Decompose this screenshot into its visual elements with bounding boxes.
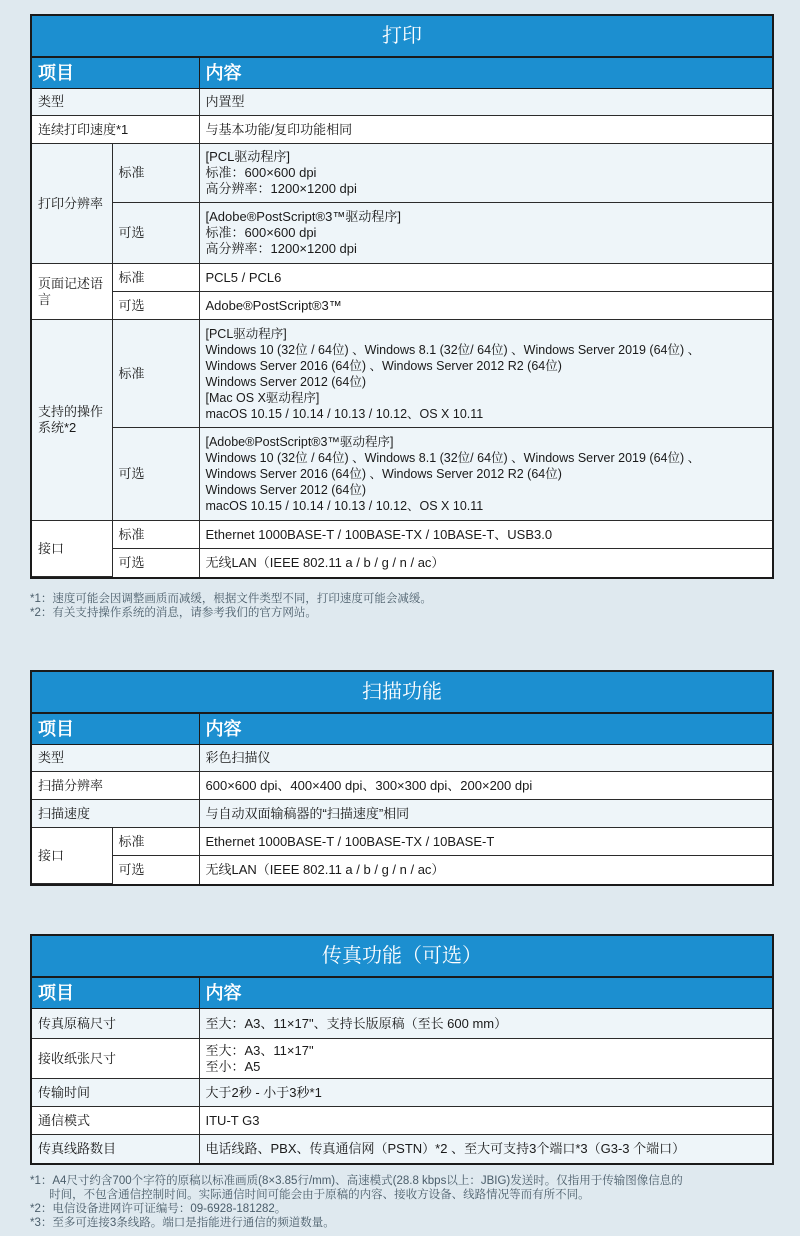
row-label: 传真线路数目 [32, 1135, 199, 1163]
row-label: 类型 [32, 89, 199, 116]
row-value: 彩色扫描仪 [199, 745, 772, 772]
scan-panel [30, 670, 774, 886]
line: Windows Server 2012 (64位) [205, 483, 366, 497]
fax-notes [30, 1174, 780, 1230]
fax-panel [30, 934, 774, 1165]
table-row [32, 292, 772, 320]
row-label: 类型 [32, 745, 199, 772]
sub-label: 可选 [112, 428, 199, 521]
table-row [32, 428, 772, 521]
table-row [32, 549, 772, 577]
row-value: Adobe®PostScript®3™ [199, 292, 772, 320]
row-value: 与自动双面输稿器的“扫描速度”相同 [199, 800, 772, 828]
sub-label: 标准 [112, 320, 199, 428]
line: Windows Server 2012 (64位) [205, 374, 366, 389]
row-value: 电话线路、PBX、传真通信网（PSTN）*2 、至大可支持3个端口*3（G3-3 个端口） [199, 1135, 772, 1163]
row-value: 无线LAN（IEEE 802.11 a / b / g / n / ac） [199, 856, 772, 884]
row-value: Ethernet 1000BASE-T / 100BASE-TX / 10BASE-T、USB3.0 [199, 521, 772, 549]
row-value [199, 203, 772, 264]
line: Windows Server 2016 (64位) 、Windows Server 2012 R2 (64位) [205, 358, 562, 373]
line: 至小：A5 [205, 1058, 261, 1074]
fax-panel-title: 传真功能（可选） [32, 936, 772, 978]
footnote: *1：速度可能会因调整画质而减缓，根据文件类型不同，打印速度可能会减缓。 [30, 593, 432, 605]
row-value [199, 1039, 772, 1079]
print-spec-table [32, 58, 772, 577]
line: Windows Server 2016 (64位) 、Windows Server 2012 R2 (64位) [205, 467, 562, 481]
row-label: 传输时间 [32, 1079, 199, 1107]
row-label: 扫描速度 [32, 800, 199, 828]
row-label: 传真原稿尺寸 [32, 1009, 199, 1039]
table-row [32, 89, 772, 116]
table-row [32, 1079, 772, 1107]
line: [PCL驱动程序] [205, 326, 287, 341]
row-value: 600×600 dpi、400×400 dpi、300×300 dpi、200×200 dpi [199, 772, 772, 800]
footnote: *1：A4尺寸约含700个字符的原稿以标准画质(8×3.85行/mm)、高速模式(28.8 kbps以上：JBIG)发送时。仅指用于传输图像信息的 [30, 1175, 683, 1187]
footnote: 时间，不包含通信控制时间。实际通信时间可能会由于原稿的内容、接收方设备、线路情况等而有所不同。 [30, 1189, 590, 1201]
header-item: 项目 [32, 714, 199, 745]
sub-label: 标准 [112, 521, 199, 549]
fax-spec-table [32, 978, 772, 1163]
table-header-row [32, 714, 772, 745]
line: Windows 10 (32位 / 64位) 、Windows 8.1 (32位/ 64位) 、Windows Server 2019 (64位) 、 [205, 342, 701, 357]
scan-panel-title: 扫描功能 [32, 672, 772, 714]
header-item: 项目 [32, 978, 199, 1009]
row-value: 至大：A3、11×17"、支持长版原稿（至长 600 mm） [199, 1009, 772, 1039]
line: 至大：A3、11×17" [205, 1042, 314, 1058]
line: 标准：600×600 dpi [205, 225, 317, 240]
sub-label: 可选 [112, 549, 199, 577]
footnote: *2：电信设备进网许可证编号：09-6928-181282。 [30, 1203, 287, 1215]
footnote: *2：有关支持操作系统的消息，请参考我们的官方网站。 [30, 607, 317, 619]
row-label: 连续打印速度*1 [32, 116, 199, 144]
header-content: 内容 [199, 714, 772, 745]
row-label: 打印分辨率 [32, 144, 112, 264]
line: [Mac OS X驱动程序] [205, 390, 320, 405]
header-content: 内容 [199, 58, 772, 89]
line: Windows 10 (32位 / 64位) 、Windows 8.1 (32位/ 64位) 、Windows Server 2019 (64位) 、 [205, 451, 701, 465]
row-label: 页面记述语言 [32, 264, 112, 320]
row-value: Ethernet 1000BASE-T / 100BASE-TX / 10BASE-T [199, 828, 772, 856]
row-label: 通信模式 [32, 1107, 199, 1135]
table-row [32, 828, 772, 856]
line: [PCL驱动程序] [205, 149, 291, 164]
print-panel-title: 打印 [32, 16, 772, 58]
table-row [32, 144, 772, 203]
table-row [32, 1107, 772, 1135]
row-value: 内置型 [199, 89, 772, 116]
sub-label: 标准 [112, 264, 199, 292]
row-label: 支持的操作系统*2 [32, 320, 112, 521]
table-row [32, 856, 772, 884]
header-item: 项目 [32, 58, 199, 89]
table-row [32, 264, 772, 292]
sub-label: 标准 [112, 828, 199, 856]
scan-spec-table [32, 714, 772, 884]
row-value: 无线LAN（IEEE 802.11 a / b / g / n / ac） [199, 549, 772, 577]
sub-label: 可选 [112, 203, 199, 264]
row-value: 与基本功能/复印功能相同 [199, 116, 772, 144]
row-value [199, 320, 772, 428]
line: macOS 10.15 / 10.14 / 10.13 / 10.12、OS X 10.11 [205, 499, 484, 513]
row-label: 接口 [32, 521, 112, 577]
row-value: ITU-T G3 [199, 1107, 772, 1135]
line: 高分辨率：1200×1200 dpi [205, 181, 357, 196]
row-label: 接收纸张尺寸 [32, 1039, 199, 1079]
sub-label: 标准 [112, 144, 199, 203]
row-value: 大于2秒 - 小于3秒*1 [199, 1079, 772, 1107]
table-row [32, 772, 772, 800]
table-header-row [32, 978, 772, 1009]
line: [Adobe®PostScript®3™驱动程序] [205, 435, 394, 449]
row-label: 接口 [32, 828, 112, 884]
table-row [32, 745, 772, 772]
row-value: PCL5 / PCL6 [199, 264, 772, 292]
header-content: 内容 [199, 978, 772, 1009]
table-row [32, 521, 772, 549]
print-panel [30, 14, 774, 579]
table-row [32, 116, 772, 144]
table-row [32, 1009, 772, 1039]
row-value [199, 144, 772, 203]
line: 高分辨率：1200×1200 dpi [205, 241, 357, 256]
table-row [32, 320, 772, 428]
table-row [32, 1039, 772, 1079]
line: 标准：600×600 dpi [205, 165, 317, 180]
footnote: *3：至多可连接3条线路。端口是指能进行通信的频道数量。 [30, 1217, 335, 1229]
row-value [199, 428, 772, 521]
line: [Adobe®PostScript®3™驱动程序] [205, 209, 401, 224]
line: macOS 10.15 / 10.14 / 10.13 / 10.12、OS X 10.11 [205, 406, 484, 421]
table-row [32, 1135, 772, 1163]
row-label: 扫描分辨率 [32, 772, 199, 800]
table-header-row [32, 58, 772, 89]
sub-label: 可选 [112, 292, 199, 320]
print-notes [30, 592, 780, 620]
table-row [32, 800, 772, 828]
table-row [32, 203, 772, 264]
sub-label: 可选 [112, 856, 199, 884]
